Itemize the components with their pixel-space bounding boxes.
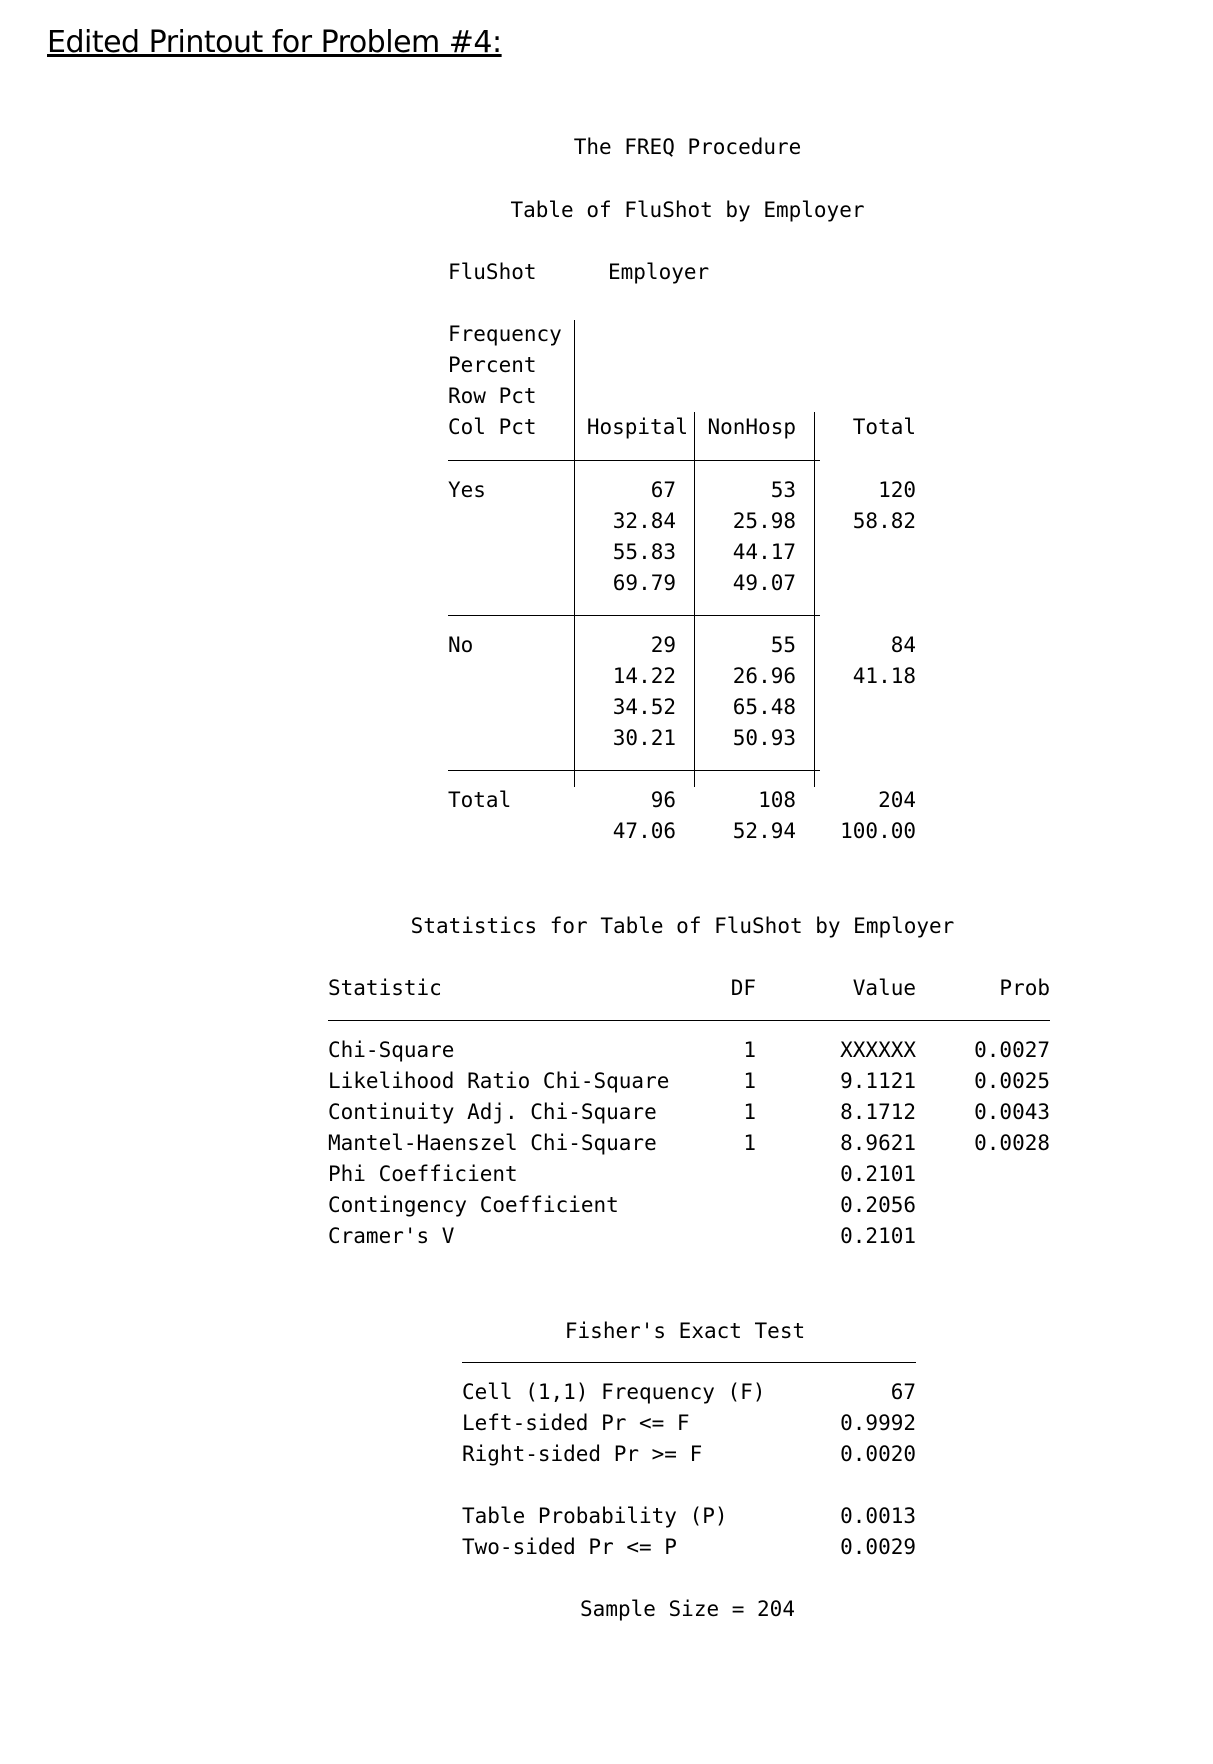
column-variable-label: Employer	[608, 260, 710, 284]
cell-value: 34.52	[612, 695, 676, 719]
row-label-no: No	[448, 633, 474, 657]
crosstab-title: Table of FluShot by Employer	[510, 198, 865, 222]
cell-value: 65.48	[732, 695, 796, 719]
legend-col-pct: Col Pct	[448, 415, 537, 439]
row-label-yes: Yes	[448, 478, 486, 502]
cell-value: 204	[878, 788, 916, 812]
stat-df: 1	[743, 1100, 756, 1124]
fisher-label: Cell (1,1) Frequency (F)	[462, 1380, 766, 1404]
column-header-total: Total	[852, 415, 916, 439]
fisher-rule	[462, 1362, 916, 1363]
stat-value: 8.9621	[840, 1131, 916, 1155]
cell-value: 50.93	[732, 726, 796, 750]
stat-value: 0.2056	[840, 1193, 916, 1217]
stat-prob: 0.0025	[974, 1069, 1050, 1093]
stat-name: Likelihood Ratio Chi-Square	[328, 1069, 670, 1093]
statistics-title: Statistics for Table of FluShot by Employer	[410, 914, 955, 938]
cell-value: 96	[650, 788, 676, 812]
stat-df: 1	[743, 1069, 756, 1093]
cell-value: 30.21	[612, 726, 676, 750]
grid-hline-1	[448, 460, 820, 461]
cell-value: 44.17	[732, 540, 796, 564]
stat-name: Continuity Adj. Chi-Square	[328, 1100, 657, 1124]
legend-percent: Percent	[448, 353, 537, 377]
fisher-title: Fisher's Exact Test	[564, 1319, 806, 1343]
stat-name: Phi Coefficient	[328, 1162, 518, 1186]
stat-value: 9.1121	[840, 1069, 916, 1093]
cell-value: 47.06	[612, 819, 676, 843]
page-heading: Edited Printout for Problem #4:	[47, 25, 502, 60]
stat-header-prob: Prob	[999, 976, 1050, 1000]
cell-value: 49.07	[732, 571, 796, 595]
row-variable-label: FluShot	[448, 260, 537, 284]
cell-value: 58.82	[852, 509, 916, 533]
fisher-value: 0.0020	[840, 1442, 916, 1466]
fisher-value: 0.0029	[840, 1535, 916, 1559]
fisher-label: Right-sided Pr >= F	[462, 1442, 703, 1466]
stat-name: Chi-Square	[328, 1038, 455, 1062]
stat-value: 0.2101	[840, 1224, 916, 1248]
cell-value: 84	[890, 633, 916, 657]
grid-vline-3	[814, 412, 815, 787]
stat-header-value: Value	[852, 976, 916, 1000]
stat-df: 1	[743, 1131, 756, 1155]
cell-value: 120	[878, 478, 916, 502]
stat-header-statistic: Statistic	[328, 976, 442, 1000]
stat-prob: 0.0027	[974, 1038, 1050, 1062]
stat-header-rule	[328, 1020, 1050, 1021]
cell-value: 53	[770, 478, 796, 502]
sample-size: Sample Size = 204	[580, 1597, 795, 1621]
fisher-value: 0.0013	[840, 1504, 916, 1528]
stat-name: Mantel-Haenszel Chi-Square	[328, 1131, 657, 1155]
cell-value: 52.94	[732, 819, 796, 843]
stat-prob: 0.0028	[974, 1131, 1050, 1155]
legend-frequency: Frequency	[448, 322, 562, 346]
fisher-value: 67	[890, 1380, 916, 1404]
column-header-hospital: Hospital	[586, 415, 688, 439]
fisher-label: Two-sided Pr <= P	[462, 1535, 677, 1559]
cell-value: 41.18	[852, 664, 916, 688]
cell-value: 32.84	[612, 509, 676, 533]
cell-value: 55	[770, 633, 796, 657]
fisher-label: Left-sided Pr <= F	[462, 1411, 690, 1435]
row-label-total: Total	[448, 788, 512, 812]
cell-value: 69.79	[612, 571, 676, 595]
grid-hline-3	[448, 770, 820, 771]
stat-prob: 0.0043	[974, 1100, 1050, 1124]
stat-value: 8.1712	[840, 1100, 916, 1124]
cell-value: 25.98	[732, 509, 796, 533]
procedure-title: The FREQ Procedure	[573, 135, 802, 159]
cell-value: 100.00	[840, 819, 916, 843]
stat-value: XXXXXX	[840, 1038, 916, 1062]
stat-name: Contingency Coefficient	[328, 1193, 619, 1217]
cell-value: 14.22	[612, 664, 676, 688]
fisher-value: 0.9992	[840, 1411, 916, 1435]
grid-hline-2	[448, 615, 820, 616]
legend-row-pct: Row Pct	[448, 384, 537, 408]
column-header-nonhosp: NonHosp	[707, 415, 796, 439]
stat-header-df: DF	[730, 976, 756, 1000]
cell-value: 26.96	[732, 664, 796, 688]
stat-name: Cramer's V	[328, 1224, 455, 1248]
cell-value: 55.83	[612, 540, 676, 564]
stat-df: 1	[743, 1038, 756, 1062]
cell-value: 67	[650, 478, 676, 502]
cell-value: 108	[758, 788, 796, 812]
fisher-label: Table Probability (P)	[462, 1504, 728, 1528]
cell-value: 29	[650, 633, 676, 657]
stat-value: 0.2101	[840, 1162, 916, 1186]
